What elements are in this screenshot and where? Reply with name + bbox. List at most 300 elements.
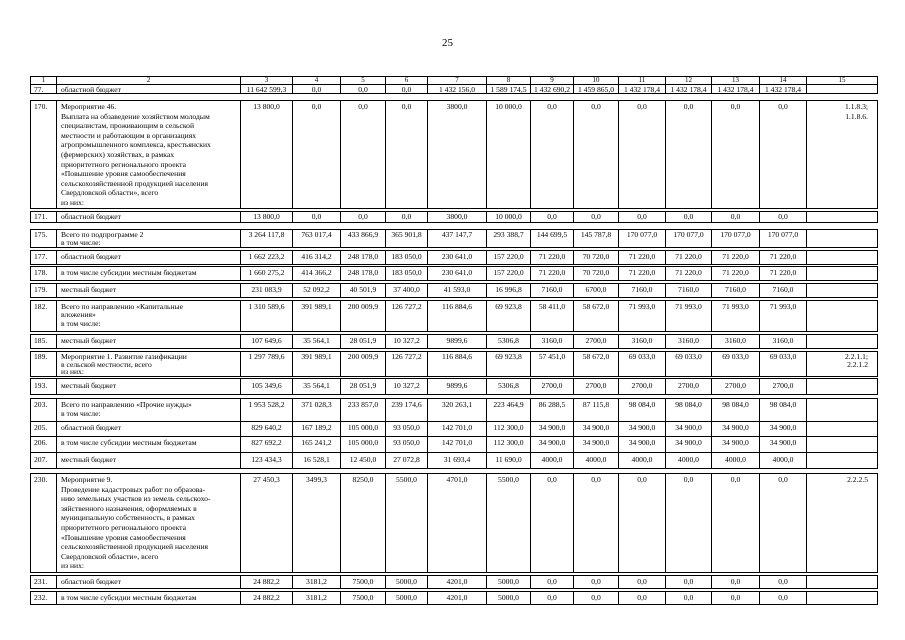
table-row	[30, 250, 878, 265]
amount-cell: 40 501,9	[341, 284, 386, 297]
amount-cell: 827 692,2	[241, 437, 293, 452]
row-description-cell: в том числе субсидии местным бюджетам	[57, 437, 241, 452]
amount-cell: 0,0	[619, 592, 666, 604]
table-row	[30, 378, 878, 395]
amount-cell: 57 451,0	[531, 352, 574, 376]
target-code-cell	[807, 301, 877, 331]
target-code-cell	[807, 379, 877, 394]
amount-cell: 71 220,0	[666, 267, 712, 280]
amount-cell: 0,0	[666, 576, 712, 588]
column-number-header: 10	[574, 77, 619, 84]
table-row	[30, 436, 878, 453]
row-description-cell: Мероприятие 1. Развитие газификации в сельской местности, всего из них:	[57, 352, 241, 376]
row-description-cell: местный бюджет	[57, 379, 241, 394]
amount-cell: 34 900,0	[666, 437, 712, 452]
amount-cell: 3181,2	[293, 576, 341, 588]
amount-cell: 829 640,2	[241, 422, 293, 436]
amount-cell: 11 642 599,3	[241, 85, 293, 93]
amount-cell: 70 720,0	[574, 267, 619, 280]
amount-cell: 0,0	[386, 101, 428, 208]
column-number-header: 6	[386, 77, 428, 84]
amount-cell: 2700,0	[531, 379, 574, 394]
page-number: 25	[442, 37, 453, 49]
amount-cell: 167 189,2	[293, 422, 341, 436]
table-row	[30, 421, 878, 437]
amount-cell: 71 220,0	[531, 251, 574, 264]
amount-cell: 1 432 156,0	[428, 85, 487, 93]
row-description-cell: местный бюджет	[57, 453, 241, 468]
amount-cell: 1 432 178,4	[619, 85, 666, 93]
amount-cell: 3160,0	[531, 335, 574, 348]
amount-cell: 41 593,0	[428, 284, 487, 297]
amount-cell: 0,0	[666, 474, 712, 572]
target-code-cell: 2.2.2.5	[847, 475, 868, 484]
amount-cell: 170 077,0	[712, 230, 760, 247]
amount-cell: 416 314,2	[293, 251, 341, 264]
amount-cell: 248 178,0	[341, 251, 386, 264]
amount-cell: 34 900,0	[531, 422, 574, 436]
amount-cell: 0,0	[619, 101, 666, 208]
amount-cell: 365 901,8	[386, 230, 428, 247]
row-number-cell: 207.	[31, 453, 57, 468]
amount-cell: 69 033,0	[712, 352, 760, 376]
target-code-cell	[807, 399, 877, 421]
table-row	[30, 283, 878, 298]
table-row	[30, 84, 878, 94]
amount-cell: 116 884,6	[428, 352, 487, 376]
row-number-cell: 175.	[31, 230, 57, 247]
amount-cell: 170 077,0	[619, 230, 666, 247]
column-number-header: 13	[712, 77, 760, 84]
row-number-cell: 206.	[31, 437, 57, 452]
amount-cell: 35 564,1	[293, 379, 341, 394]
amount-cell: 0,0	[666, 592, 712, 604]
amount-cell: 112 300,0	[487, 422, 531, 436]
amount-cell: 320 263,1	[428, 399, 487, 421]
amount-cell: 239 174,6	[386, 399, 428, 421]
amount-cell: 142 701,0	[428, 422, 487, 436]
amount-cell: 1 660 275,2	[241, 267, 293, 280]
row-number-cell: 232.	[31, 592, 57, 604]
row-number-cell: 77.	[31, 85, 57, 93]
amount-cell: 13 800,0	[241, 101, 293, 208]
amount-cell: 437 147,7	[428, 230, 487, 247]
row-description-cell: Всего по направлению «Капитальные вложения» в том числе:	[57, 301, 241, 331]
amount-cell: 0,0	[760, 576, 807, 588]
row-number-cell: 179.	[31, 284, 57, 297]
amount-cell: 3800,0	[428, 101, 487, 208]
amount-cell: 231 083,9	[241, 284, 293, 297]
table-row	[30, 266, 878, 281]
amount-cell: 34 900,0	[666, 422, 712, 436]
amount-cell: 58 672,0	[574, 352, 619, 376]
row-description-cell: в том числе субсидии местным бюджетам	[57, 592, 241, 604]
amount-cell: 763 017,4	[293, 230, 341, 247]
row-number-cell: 182.	[31, 301, 57, 331]
column-number-header: 5	[341, 77, 386, 84]
amount-cell: 10 000,0	[487, 212, 531, 222]
amount-cell: 0,0	[574, 212, 619, 222]
amount-cell: 9899,6	[428, 335, 487, 348]
row-description-cell: областной бюджет	[57, 576, 241, 588]
amount-cell: 233 857,0	[341, 399, 386, 421]
table-row	[30, 473, 878, 573]
amount-cell: 414 366,2	[293, 267, 341, 280]
amount-cell: 58 411,0	[531, 301, 574, 331]
amount-cell: 27 450,3	[241, 474, 293, 572]
amount-cell: 24 882,2	[241, 592, 293, 604]
target-code-cell	[807, 453, 877, 468]
column-number-header: 14	[760, 77, 807, 84]
amount-cell: 5000,0	[487, 592, 531, 604]
amount-cell: 3800,0	[428, 212, 487, 222]
amount-cell: 4701,0	[428, 474, 487, 572]
amount-cell: 1 662 223,2	[241, 251, 293, 264]
amount-cell: 200 009,9	[341, 301, 386, 331]
amount-cell: 0,0	[574, 592, 619, 604]
amount-cell: 5000,0	[386, 592, 428, 604]
amount-cell: 71 220,0	[666, 251, 712, 264]
amount-cell: 71 220,0	[760, 267, 807, 280]
amount-cell: 170 077,0	[666, 230, 712, 247]
table-row	[30, 575, 878, 589]
table-row	[30, 211, 878, 223]
amount-cell: 5500,0	[386, 474, 428, 572]
amount-cell: 0,0	[531, 474, 574, 572]
table-row	[30, 351, 878, 377]
amount-cell: 4201,0	[428, 592, 487, 604]
amount-cell: 2700,0	[712, 379, 760, 394]
amount-cell: 71 993,0	[760, 301, 807, 331]
amount-cell: 165 241,2	[293, 437, 341, 452]
row-number-cell: 189.	[31, 352, 57, 376]
amount-cell: 27 072,8	[386, 453, 428, 468]
table-row	[30, 452, 878, 469]
amount-cell: 0,0	[531, 212, 574, 222]
row-number-cell: 231.	[31, 576, 57, 588]
row-description-cell: местный бюджет	[57, 335, 241, 348]
amount-cell: 105 000,0	[341, 422, 386, 436]
amount-cell: 34 900,0	[574, 437, 619, 452]
amount-cell: 3 264 117,8	[241, 230, 293, 247]
amount-cell: 7500,0	[341, 592, 386, 604]
row-description-cell: в том числе субсидии местным бюджетам	[57, 267, 241, 280]
table-row	[30, 334, 878, 349]
amount-cell: 4000,0	[712, 453, 760, 468]
amount-cell: 13 800,0	[241, 212, 293, 222]
target-code-cell	[807, 592, 877, 604]
row-description-cell: Мероприятие 46. Выплата на обзаведение хозяйством молодым специалистам, проживающим в сельской местности и работающим в организациях агропромышленного комплекса, крестьянских (фермерских) хозяйствах, в рамках приоритетного регионального проекта «Повышение уровня самообеспечения сельскохозяйственной продукцией населения Свердловской области», всего из них:	[57, 101, 241, 208]
row-description-cell: областной бюджет	[57, 212, 241, 222]
amount-cell: 0,0	[760, 212, 807, 222]
amount-cell: 98 084,0	[666, 399, 712, 421]
amount-cell: 2700,0	[666, 379, 712, 394]
amount-cell: 10 327,2	[386, 335, 428, 348]
amount-cell: 71 220,0	[619, 267, 666, 280]
amount-cell: 7160,0	[712, 284, 760, 297]
amount-cell: 34 900,0	[531, 437, 574, 452]
amount-cell: 0,0	[619, 212, 666, 222]
amount-cell: 93 050,0	[386, 437, 428, 452]
amount-cell: 3160,0	[760, 335, 807, 348]
amount-cell: 5500,0	[487, 474, 531, 572]
amount-cell: 5000,0	[386, 576, 428, 588]
amount-cell: 293 388,7	[487, 230, 531, 247]
amount-cell: 86 288,5	[531, 399, 574, 421]
amount-cell: 2700,0	[574, 379, 619, 394]
amount-cell: 183 050,0	[386, 251, 428, 264]
amount-cell: 0,0	[386, 85, 428, 93]
column-number-header: 11	[619, 77, 666, 84]
column-number-header: 4	[293, 77, 341, 84]
target-code-cell	[807, 212, 877, 222]
row-number-cell: 171.	[31, 212, 57, 222]
amount-cell: 98 084,0	[712, 399, 760, 421]
amount-cell: 98 084,0	[619, 399, 666, 421]
amount-cell: 5000,0	[487, 576, 531, 588]
amount-cell: 5306,8	[487, 379, 531, 394]
amount-cell: 183 050,0	[386, 267, 428, 280]
table-row	[30, 591, 878, 605]
row-description-cell: Мероприятие 9. Проведение кадастровых работ по образова- нию земельных участков из земель сельскохо- зяйственного назначения, оформляемых в муниципальную собственность, в рамках приоритетного регионального проекта «Повышение уровня самообеспечения сельскохозяйственной продукцией населения Свердловской области», всего из них:	[57, 474, 241, 572]
amount-cell: 116 884,6	[428, 301, 487, 331]
amount-cell: 248 178,0	[341, 267, 386, 280]
row-description-cell: Всего по направлению «Прочие нужды» в том числе:	[57, 399, 241, 421]
target-code-cell	[807, 230, 877, 247]
amount-cell: 0,0	[574, 576, 619, 588]
amount-cell: 58 672,0	[574, 301, 619, 331]
amount-cell: 3160,0	[666, 335, 712, 348]
amount-cell: 9899,6	[428, 379, 487, 394]
row-number-cell: 178.	[31, 267, 57, 280]
row-description-cell: областной бюджет	[57, 251, 241, 264]
amount-cell: 0,0	[760, 592, 807, 604]
amount-cell: 37 400,0	[386, 284, 428, 297]
row-number-cell: 205.	[31, 422, 57, 436]
amount-cell: 28 051,9	[341, 379, 386, 394]
amount-cell: 8250,0	[341, 474, 386, 572]
amount-cell: 123 434,3	[241, 453, 293, 468]
amount-cell: 1 432 178,4	[712, 85, 760, 93]
amount-cell: 69 923,8	[487, 301, 531, 331]
amount-cell: 31 693,4	[428, 453, 487, 468]
amount-cell: 11 690,0	[487, 453, 531, 468]
row-description-cell: местный бюджет	[57, 284, 241, 297]
target-code-cell	[807, 251, 877, 264]
amount-cell: 1 297 789,6	[241, 352, 293, 376]
amount-cell: 145 787,8	[574, 230, 619, 247]
amount-cell: 144 699,5	[531, 230, 574, 247]
amount-cell: 0,0	[531, 101, 574, 208]
column-number-header: 15	[838, 77, 846, 84]
amount-cell: 1 310 589,6	[241, 301, 293, 331]
amount-cell: 0,0	[760, 101, 807, 208]
amount-cell: 200 009,9	[341, 352, 386, 376]
amount-cell: 12 450,0	[341, 453, 386, 468]
amount-cell: 98 084,0	[760, 399, 807, 421]
amount-cell: 5306,8	[487, 335, 531, 348]
amount-cell: 7160,0	[619, 284, 666, 297]
amount-cell: 3181,2	[293, 592, 341, 604]
amount-cell: 1 432 690,2	[531, 85, 574, 93]
amount-cell: 34 900,0	[760, 437, 807, 452]
column-number-header: 9	[531, 77, 574, 84]
amount-cell: 223 464,9	[487, 399, 531, 421]
target-code-cell	[807, 284, 877, 297]
amount-cell: 0,0	[293, 212, 341, 222]
table-row	[30, 229, 878, 248]
target-code-cell	[807, 267, 877, 280]
row-description-cell: областной бюджет	[57, 422, 241, 436]
row-number-cell: 185.	[31, 335, 57, 348]
amount-cell: 126 727,2	[386, 352, 428, 376]
amount-cell: 7500,0	[341, 576, 386, 588]
amount-cell: 71 993,0	[619, 301, 666, 331]
row-description-cell: Всего по подпрограмме 2 в том числе:	[57, 230, 241, 247]
amount-cell: 24 882,2	[241, 576, 293, 588]
amount-cell: 112 300,0	[487, 437, 531, 452]
row-number-cell: 203.	[31, 399, 57, 421]
amount-cell: 0,0	[293, 85, 341, 93]
column-number-header: 3	[241, 77, 293, 84]
amount-cell: 2700,0	[574, 335, 619, 348]
amount-cell: 0,0	[531, 592, 574, 604]
amount-cell: 34 900,0	[712, 437, 760, 452]
amount-cell: 2700,0	[619, 379, 666, 394]
amount-cell: 107 649,6	[241, 335, 293, 348]
amount-cell: 1 953 528,2	[241, 399, 293, 421]
row-description-cell: областной бюджет	[57, 85, 241, 93]
amount-cell: 0,0	[619, 474, 666, 572]
amount-cell: 35 564,1	[293, 335, 341, 348]
amount-cell: 10 327,2	[386, 379, 428, 394]
column-number-header: 7	[428, 77, 487, 84]
amount-cell: 3160,0	[712, 335, 760, 348]
amount-cell: 10 000,0	[487, 101, 531, 208]
amount-cell: 157 220,0	[487, 267, 531, 280]
amount-cell: 0,0	[666, 101, 712, 208]
column-number-header: 1	[31, 77, 57, 84]
row-number-cell: 177.	[31, 251, 57, 264]
amount-cell: 34 900,0	[712, 422, 760, 436]
amount-cell: 391 989,1	[293, 301, 341, 331]
target-code-cell	[807, 437, 877, 452]
amount-cell: 34 900,0	[574, 422, 619, 436]
amount-cell: 4000,0	[619, 453, 666, 468]
amount-cell: 0,0	[293, 101, 341, 208]
amount-cell: 391 989,1	[293, 352, 341, 376]
amount-cell: 71 993,0	[666, 301, 712, 331]
amount-cell: 34 900,0	[619, 422, 666, 436]
amount-cell: 6700,0	[574, 284, 619, 297]
amount-cell: 71 993,0	[712, 301, 760, 331]
amount-cell: 71 220,0	[712, 251, 760, 264]
amount-cell: 71 220,0	[760, 251, 807, 264]
amount-cell: 0,0	[341, 85, 386, 93]
amount-cell: 0,0	[531, 576, 574, 588]
target-code-cell	[807, 335, 877, 348]
row-number-cell: 230.	[31, 474, 57, 572]
table-row	[30, 100, 878, 209]
column-number-header: 8	[487, 77, 531, 84]
amount-cell: 0,0	[712, 474, 760, 572]
amount-cell: 433 866,9	[341, 230, 386, 247]
amount-cell: 0,0	[619, 576, 666, 588]
amount-cell: 69 033,0	[760, 352, 807, 376]
amount-cell: 4201,0	[428, 576, 487, 588]
amount-cell: 2700,0	[760, 379, 807, 394]
amount-cell: 70 720,0	[574, 251, 619, 264]
amount-cell: 71 220,0	[712, 267, 760, 280]
amount-cell: 230 641,0	[428, 251, 487, 264]
target-code-cell	[807, 422, 877, 436]
amount-cell: 0,0	[341, 101, 386, 208]
row-number-cell: 193.	[31, 379, 57, 394]
amount-cell: 16 996,8	[487, 284, 531, 297]
amount-cell: 28 051,9	[341, 335, 386, 348]
amount-cell: 0,0	[574, 474, 619, 572]
amount-cell: 71 220,0	[619, 251, 666, 264]
amount-cell: 4000,0	[666, 453, 712, 468]
amount-cell: 170 077,0	[760, 230, 807, 247]
amount-cell: 0,0	[574, 101, 619, 208]
table-row	[30, 398, 878, 422]
amount-cell: 0,0	[666, 212, 712, 222]
amount-cell: 0,0	[712, 101, 760, 208]
amount-cell: 69 033,0	[666, 352, 712, 376]
amount-cell: 157 220,0	[487, 251, 531, 264]
amount-cell: 7160,0	[666, 284, 712, 297]
amount-cell: 0,0	[341, 212, 386, 222]
amount-cell: 3160,0	[619, 335, 666, 348]
amount-cell: 230 641,0	[428, 267, 487, 280]
amount-cell: 1 432 178,4	[666, 85, 712, 93]
target-code-cell	[807, 85, 877, 93]
column-number-header: 2	[57, 77, 241, 84]
amount-cell: 142 701,0	[428, 437, 487, 452]
row-number-cell: 170.	[31, 101, 57, 208]
amount-cell: 1 432 178,4	[760, 85, 807, 93]
target-code-cell: 1.1.8.3; 1.1.8.6.	[845, 102, 868, 121]
amount-cell: 34 900,0	[760, 422, 807, 436]
amount-cell: 0,0	[712, 212, 760, 222]
amount-cell: 16 528,1	[293, 453, 341, 468]
column-number-header: 12	[666, 77, 712, 84]
amount-cell: 4000,0	[760, 453, 807, 468]
amount-cell: 4000,0	[531, 453, 574, 468]
amount-cell: 71 220,0	[531, 267, 574, 280]
target-code-cell: 2.2.1.1; 2.2.1.2	[845, 352, 868, 369]
amount-cell: 126 727,2	[386, 301, 428, 331]
amount-cell: 34 900,0	[619, 437, 666, 452]
amount-cell: 0,0	[712, 576, 760, 588]
amount-cell: 0,0	[760, 474, 807, 572]
amount-cell: 0,0	[712, 592, 760, 604]
amount-cell: 0,0	[386, 212, 428, 222]
amount-cell: 69 923,8	[487, 352, 531, 376]
amount-cell: 105 349,6	[241, 379, 293, 394]
amount-cell: 105 000,0	[341, 437, 386, 452]
amount-cell: 7160,0	[531, 284, 574, 297]
amount-cell: 1 589 174,5	[487, 85, 531, 93]
amount-cell: 52 092,2	[293, 284, 341, 297]
amount-cell: 4000,0	[574, 453, 619, 468]
amount-cell: 87 115,8	[574, 399, 619, 421]
target-code-cell	[807, 576, 877, 588]
amount-cell: 371 028,3	[293, 399, 341, 421]
amount-cell: 93 050,0	[386, 422, 428, 436]
table-row	[30, 300, 878, 332]
